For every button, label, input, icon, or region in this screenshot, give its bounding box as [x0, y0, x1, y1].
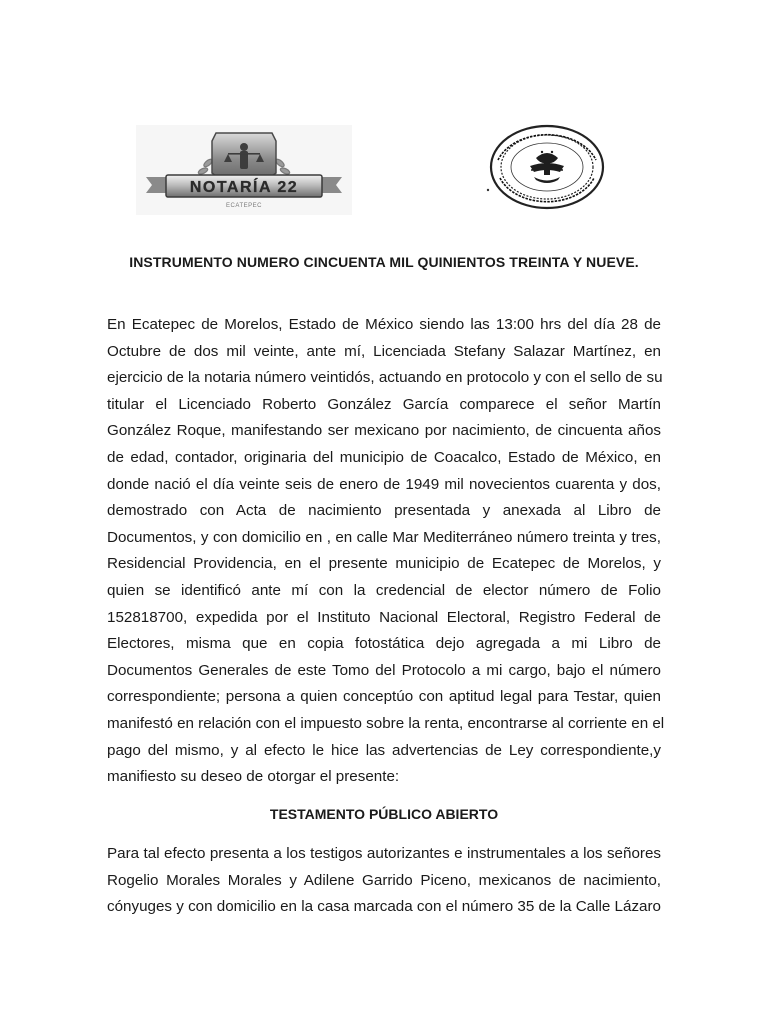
text-line: Para tal efecto presenta a los testigos autorizantes e instrumentales a los señores	[107, 845, 661, 862]
text-line: donde nació el día veinte seis de enero de 1949 mil novecientos cuarenta y dos,	[107, 475, 661, 493]
paragraph-comparecencia	[107, 312, 665, 791]
text-line: Documentos Generales de este Tomo del Protocolo a mi cargo, bajo el número	[107, 661, 661, 679]
text-line: manifiesto su deseo de otorgar el presente:	[107, 768, 400, 786]
instrument-title: INSTRUMENTO NUMERO CINCUENTA MIL QUINIENTOS TREINTA Y NUEVE.	[129, 254, 639, 270]
text-line: correspondiente; persona a quien conceptúo con aptitud legal para Testar, quien	[107, 688, 661, 706]
text-line: Documentos, y con domicilio en , en calle Mar Mediterráneo número treinta y tres,	[107, 528, 661, 546]
text-line: Rogelio Morales Morales y Adilene Garrido Piceno, mexicanos de nacimiento,	[107, 871, 661, 889]
notary-seal-graphic	[486, 122, 608, 212]
text-line: quien se identificó ante mí con la credencial de elector número de Folio	[107, 581, 661, 599]
paragraph-testigos	[107, 841, 661, 921]
text-line: demostrado con Acta de nacimiento presentada y anexada al Libro de	[107, 502, 661, 520]
text-line: pago del mismo, y al efecto le hice las advertencias de Ley correspondiente,y	[107, 741, 661, 759]
text-line: titular el Licenciado Roberto González García comparece el señor Martín	[107, 395, 661, 413]
notaria-logo-text: NOTARÍA 22	[189, 179, 299, 196]
text-line: manifestó en relación con el impuesto sobre la renta, encontrarse al corriente en el	[107, 714, 665, 732]
text-line: Electores, misma que en copia fotostática dejo agregada a mi Libro de	[107, 635, 661, 653]
notary-seal	[486, 122, 608, 212]
notaria-logo-graphic	[136, 125, 352, 215]
text-line: ejercicio de la notaria número veintidós, actuando en protocolo y con el sello de su	[107, 369, 663, 387]
text-line: En Ecatepec de Morelos, Estado de México siendo las 13:00 hrs del día 28 de	[107, 316, 661, 333]
svg-text:ECATEPEC: ECATEPEC	[226, 203, 262, 209]
text-line: Residencial Providencia, en el presente municipio de Ecatepec de Morelos, y	[107, 555, 661, 573]
text-line: 152818700, expedida por el Instituto Nacional Electoral, Registro Federal de	[107, 608, 661, 626]
text-line: cónyuges y con domicilio en la casa marcada con el número 35 de la Calle Lázaro	[107, 898, 661, 916]
text-line: de edad, contador, originaria del municipio de Coacalco, Estado de México, en	[107, 448, 661, 466]
notaria-logo	[136, 125, 352, 215]
text-line: Octubre de dos mil veinte, ante mí, Licenciada Stefany Salazar Martínez, en	[107, 342, 661, 360]
text-line: González Roque, manifestando ser mexicano por nacimiento, de cincuenta años	[107, 422, 661, 440]
testament-subtitle: TESTAMENTO PÚBLICO ABIERTO	[269, 806, 499, 822]
